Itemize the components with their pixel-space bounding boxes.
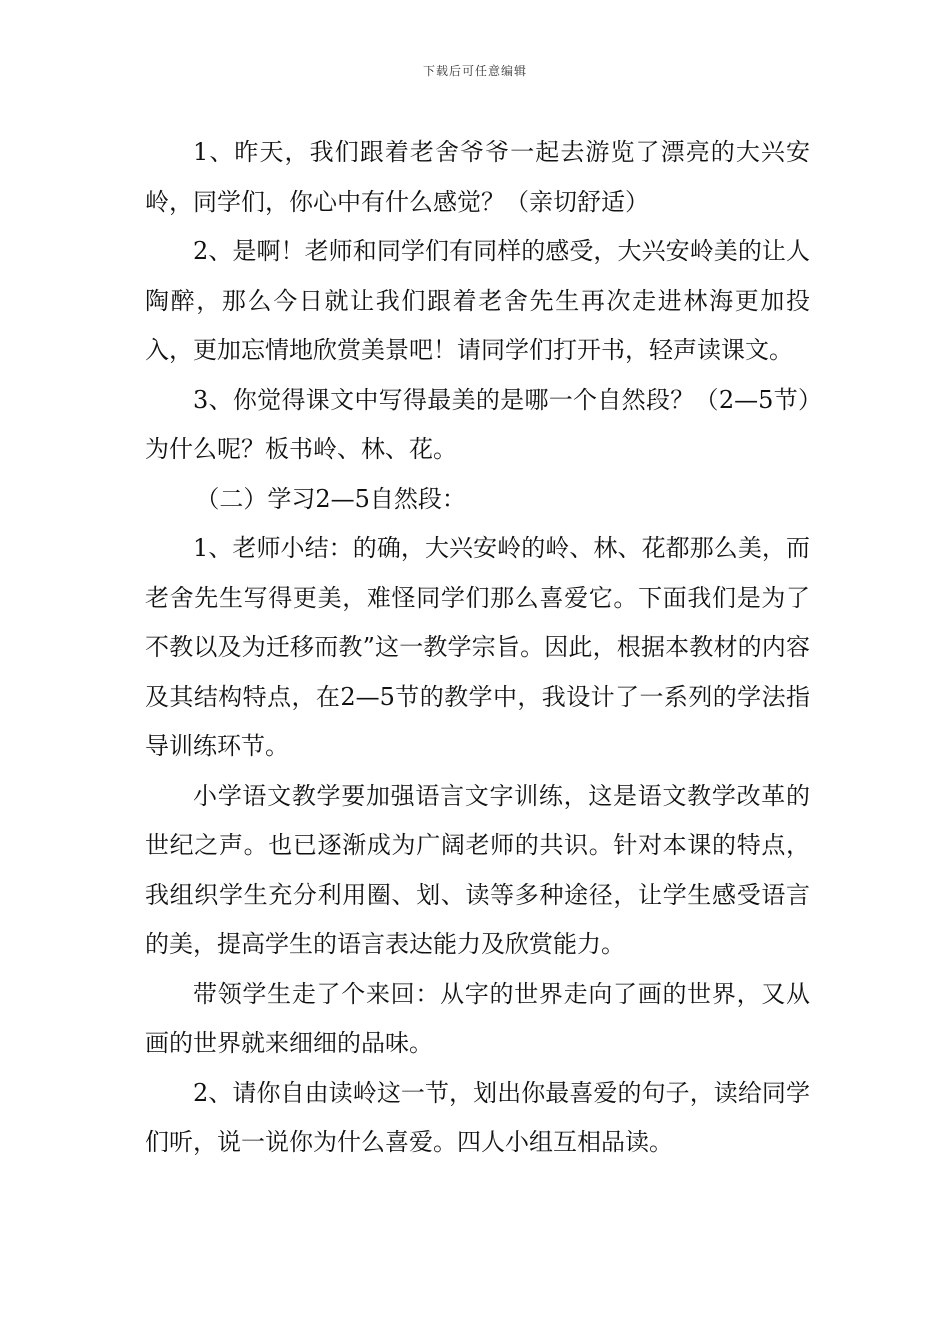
paragraph-1: 1、昨天，我们跟着老舍爷爷一起去游览了漂亮的大兴安岭，同学们，你心中有什么感觉？（亲切舒适） bbox=[145, 138, 810, 216]
paragraph-3: 3、你觉得课文中写得最美的是哪一个自然段？（2—5节）为什么呢？板书岭、林、花。 bbox=[145, 385, 810, 463]
paragraph-7: 2、请你自由读岭这一节，划出你最喜爱的句子，读给同学们听，说一说你为什么喜爱。四人小组互相品读。 bbox=[145, 1078, 810, 1156]
page-header-note: 下载后可任意编辑 bbox=[422, 64, 527, 78]
section-heading: （二）学习2—5自然段： bbox=[195, 484, 466, 513]
document-body bbox=[145, 128, 810, 1168]
paragraph-5: 小学语文教学要加强语言文字训练，这是语文教学改革的世纪之声。也已逐渐成为广阔老师的共识。针对本课的特点，我组织学生充分利用圈、划、读等多种途径，让学生感受语言的美，提高学生的语言表达能力及欣赏能力。 bbox=[145, 781, 810, 958]
paragraph-2: 2、是啊！老师和同学们有同样的感受，大兴安岭美的让人陶醉，那么今日就让我们跟着老舍先生再次走进林海更加投入，更加忘情地欣赏美景吧！请同学们打开书，轻声读课文。 bbox=[145, 237, 810, 364]
paragraph-4: 1、老师小结：的确，大兴安岭的岭、林、花都那么美，而老舍先生写得更美，难怪同学们那么喜爱它。下面我们是为了不教以及为迁移而教”这一教学宗旨。因此，根据本教材的内容及其结构特点，在2—5节的教学中，我设计了一系列的学法指导训练环节。 bbox=[145, 534, 810, 760]
paragraph-6: 带领学生走了个来回：从字的世界走向了画的世界，又从画的世界就来细细的品味。 bbox=[145, 979, 810, 1057]
